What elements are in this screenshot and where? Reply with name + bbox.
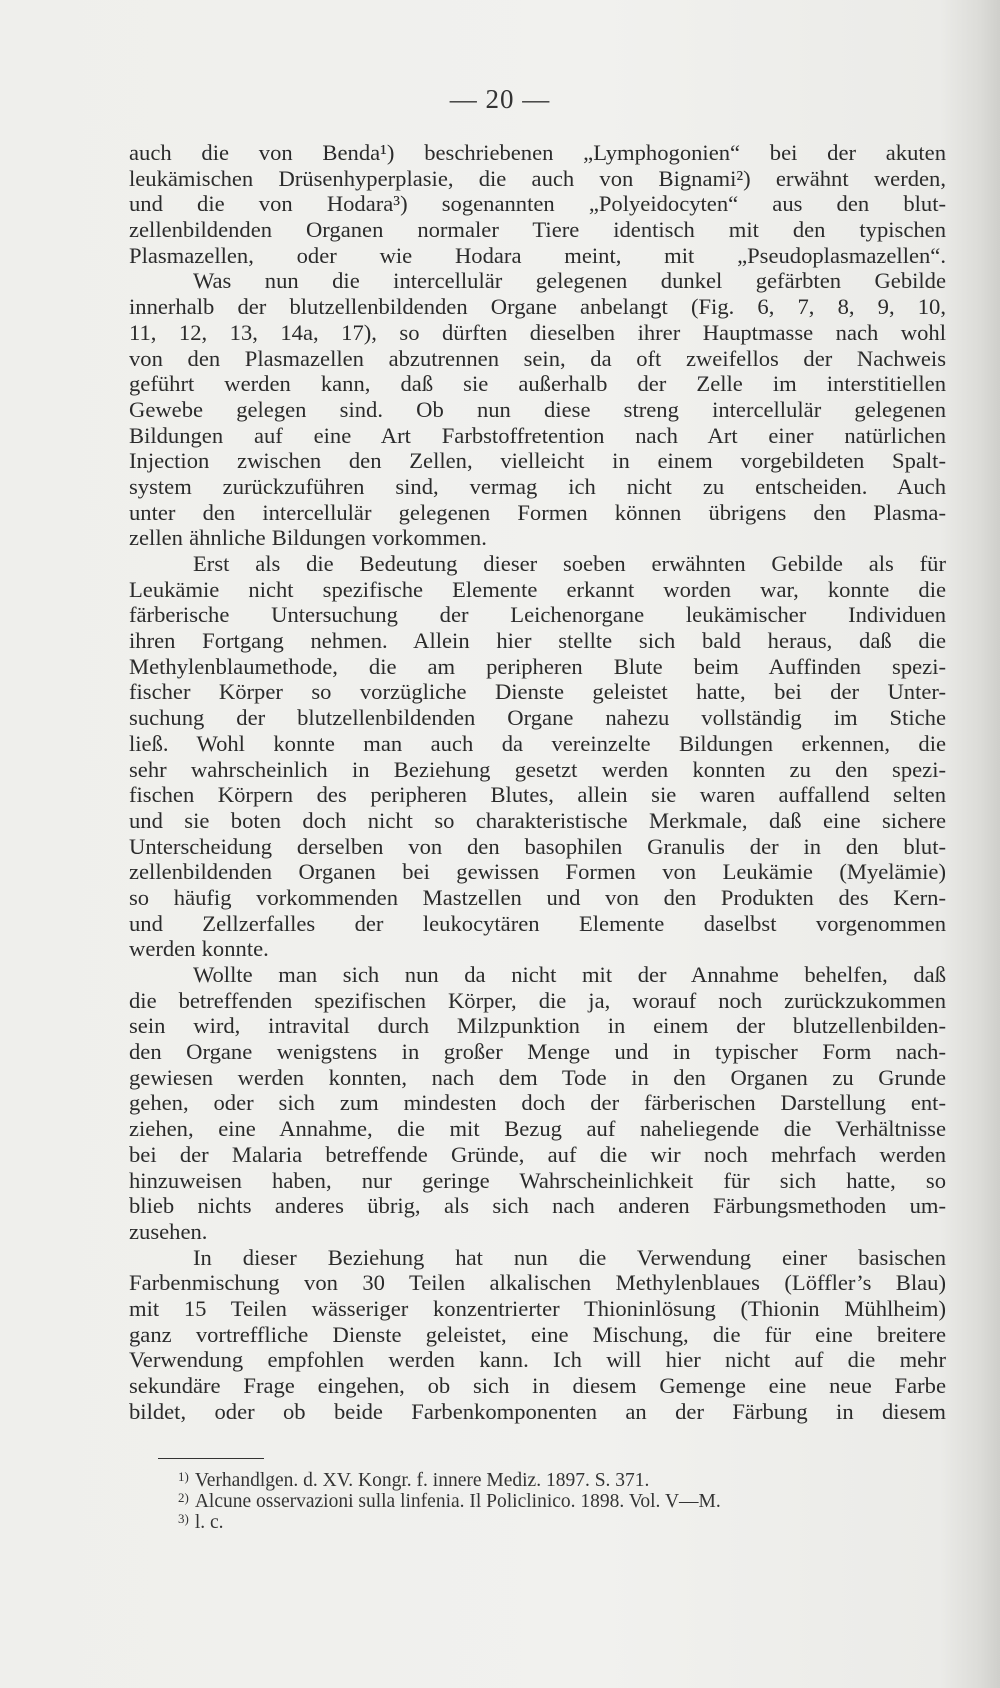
text-line: auch die von Benda¹) beschriebenen „Lymphogonien“ bei der akuten <box>129 140 946 165</box>
text-line: werden konnte. <box>129 936 269 962</box>
text-line: ihren Fortgang nehmen. Allein hier stellte sich bald heraus, daß die <box>129 628 946 654</box>
text-line: In dieser Beziehung hat nun die Verwendung einer basischen <box>193 1244 946 1270</box>
text-line: und sie boten doch nicht so charakteristische Merkmale, daß eine sichere <box>129 807 946 833</box>
footnote-mark: 1) <box>178 1469 189 1484</box>
text-line: Leukämie nicht spezifische Elemente erkannt worden war, konnte die <box>129 576 946 602</box>
text-line: sekundäre Frage eingehen, ob sich in diesem Gemenge eine neue Farbe <box>129 1373 946 1398</box>
text-line: die betreffenden spezifischen Körper, die ja, worauf noch zurückzukommen <box>129 987 946 1013</box>
text-line: blieb nichts anderes übrig, als sich nach anderen Färbungsmethoden um- <box>129 1193 946 1219</box>
footnote <box>178 1466 938 1491</box>
text-line: gehen, oder sich zum mindesten doch der färberischen Darstellung ent- <box>129 1090 946 1116</box>
text-line: Was nun die intercellulär gelegenen dunkel gefärbten Gebilde <box>193 268 946 294</box>
text-line: Erst als die Bedeutung dieser soeben erwähnten Gebilde als für <box>193 551 946 576</box>
text-line: Plasmazellen, oder wie Hodara meint, mit „Pseudoplasmazellen“. <box>129 242 946 268</box>
footnote-mark: 2) <box>178 1490 189 1505</box>
text-line: von den Plasmazellen abzutrennen sein, da oft zweifellos der Nachweis <box>129 345 946 371</box>
text-line: Methylenblaumethode, die am peripheren Blute beim Auffinden spezi- <box>129 653 946 679</box>
text-line: Farbenmischung von 30 Teilen alkalischen Methylenblaues (Löffler’s Blau) <box>129 1270 946 1296</box>
text-line: gewiesen werden konnten, nach dem Tode in den Organen zu Grunde <box>129 1064 946 1090</box>
body-text <box>129 140 946 1424</box>
text-line: Injection zwischen den Zellen, vielleicht in einem vorgebildeten Spalt- <box>129 448 946 474</box>
text-line: innerhalb der blutzellenbildenden Organe anbelangt (Fig. 6, 7, 8, 9, 10, <box>129 294 946 320</box>
text-line: Verwendung empfohlen werden kann. Ich will hier nicht auf die mehr <box>129 1347 946 1373</box>
page-number: — 20 — <box>449 84 551 114</box>
text-line: fischen Körpern des peripheren Blutes, allein sie waren auffallend selten <box>129 782 946 808</box>
footnote-text: Alcune osservazioni sulla linfenia. Il Policlinico. 1898. Vol. V—M. <box>194 1491 721 1512</box>
footnote-divider <box>158 1458 264 1459</box>
text-line: geführt werden kann, daß sie außerhalb der Zelle im interstitiellen <box>129 371 946 397</box>
text-line: färberische Untersuchung der Leichenorgane leukämischer Individuen <box>129 602 946 628</box>
text-line: bei der Malaria betreffende Gründe, auf die wir noch mehrfach werden <box>129 1141 946 1167</box>
text-line: fischer Körper so vorzügliche Dienste geleistet hatte, bei der Unter- <box>129 679 946 705</box>
text-line: Bildungen auf eine Art Farbstoffretention nach Art einer natürlichen <box>129 422 946 448</box>
text-line: sehr wahrscheinlich in Beziehung gesetzt werden konnten zu den spezi- <box>129 756 946 782</box>
text-line: Gewebe gelegen sind. Ob nun diese streng intercellulär gelegenen <box>129 396 946 422</box>
text-line: zusehen. <box>129 1218 208 1244</box>
text-line: Wollte man sich nun da nicht mit der Annahme behelfen, daß <box>193 962 946 987</box>
text-line: ziehen, eine Annahme, die mit Bezug auf naheliegende die Verhältnisse <box>129 1116 946 1142</box>
text-line: ganz vortreffliche Dienste geleistet, eine Mischung, die für eine breitere <box>129 1321 946 1347</box>
text-line: den Organe wenigstens in großer Menge und in typischer Form nach- <box>129 1039 946 1065</box>
footnote-mark: 3) <box>178 1511 189 1526</box>
footnote <box>178 1487 938 1512</box>
text-line: sein wird, intravital durch Milzpunktion in einem der blutzellenbilden- <box>129 1013 946 1039</box>
text-line: suchung der blutzellenbildenden Organe nahezu vollständig im Stiche <box>129 705 946 731</box>
text-line: system zurückzuführen sind, vermag ich nicht zu entscheiden. Auch <box>129 473 946 499</box>
text-line: zellenbildenden Organen bei gewissen Formen von Leukämie (Myelämie) <box>129 859 946 885</box>
text-line: und die von Hodara³) sogenannten „Polyeidocyten“ aus den blut- <box>129 191 946 217</box>
text-line: Unterscheidung derselben von den basophilen Granulis der in den blut- <box>129 833 946 859</box>
footnotes <box>178 1466 938 1533</box>
text-line: unter den intercellulär gelegenen Formen können übrigens den Plasma- <box>129 499 946 525</box>
footnote-text: Verhandlgen. d. XV. Kongr. f. innere Mediz. 1897. S. 371. <box>194 1470 650 1491</box>
text-line: und Zellzerfalles der leukocytären Elemente daselbst vorgenommen <box>129 910 946 936</box>
text-line: zellen ähnliche Bildungen vorkommen. <box>129 525 487 551</box>
text-line: mit 15 Teilen wässeriger konzentrierter Thioninlösung (Thionin Mühlheim) <box>129 1295 946 1321</box>
text-line: hinzuweisen haben, nur geringe Wahrscheinlichkeit für sich hatte, so <box>129 1167 946 1193</box>
text-line: zellenbildenden Organen normaler Tiere identisch mit den typischen <box>129 217 946 243</box>
text-line: leukämischen Drüsenhyperplasie, die auch von Bignami²) erwähnt werden, <box>129 165 946 191</box>
text-line: ließ. Wohl konnte man auch da vereinzelte Bildungen erkennen, die <box>129 730 946 756</box>
text-line: so häufig vorkommenden Mastzellen und von den Produkten des Kern- <box>129 884 946 910</box>
text-line: 11, 12, 13, 14a, 17), so dürften dieselben ihrer Hauptmasse nach wohl <box>129 319 946 345</box>
text-line: bildet, oder ob beide Farbenkomponenten an der Färbung in diesem <box>129 1398 946 1424</box>
footnote-text: l. c. <box>194 1512 224 1533</box>
